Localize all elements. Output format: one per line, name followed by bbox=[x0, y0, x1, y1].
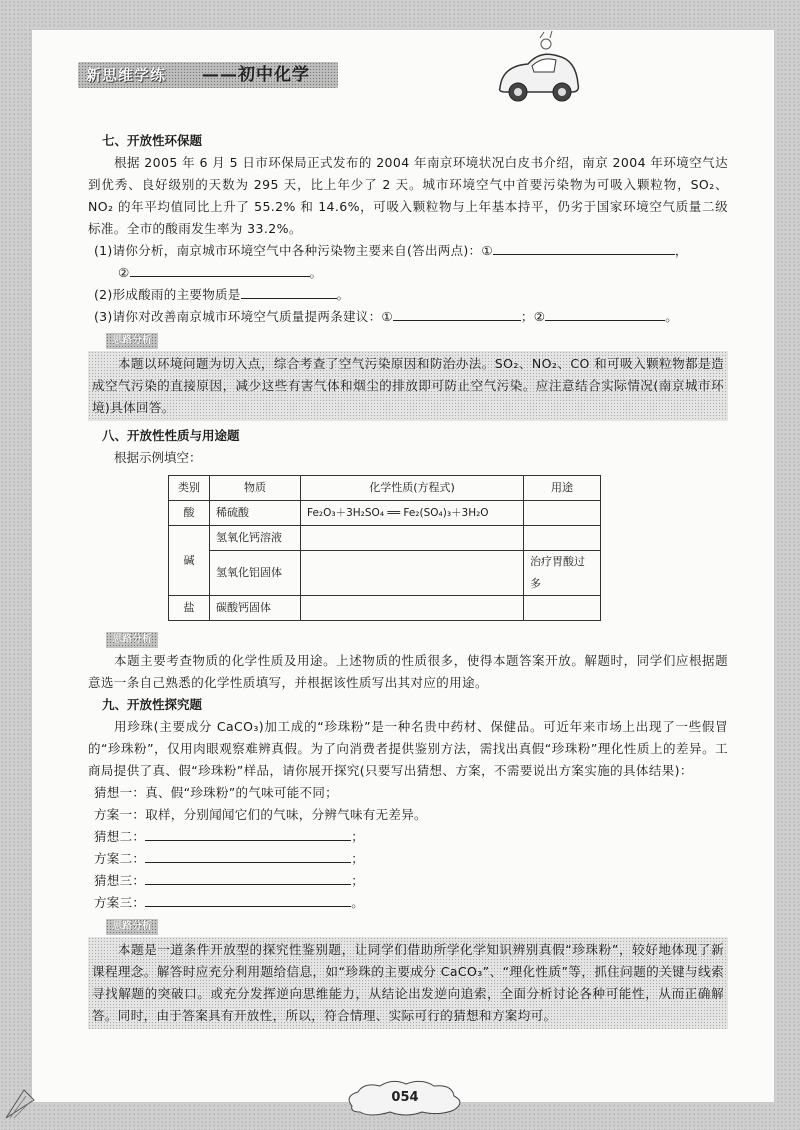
section-7-title: 七、开放性环保题 bbox=[102, 133, 203, 148]
guess-2-semicolon: ； bbox=[351, 829, 365, 844]
cell-property-blank[interactable] bbox=[301, 526, 524, 551]
corner-decoration bbox=[4, 1060, 44, 1120]
main-content bbox=[88, 130, 728, 1029]
answer-3-2-blank[interactable] bbox=[545, 306, 665, 321]
header-use: 用途 bbox=[524, 476, 601, 501]
series-title: 新思维学练 bbox=[86, 66, 167, 84]
question-1-part-2-label: ② bbox=[118, 265, 130, 280]
properties-table bbox=[168, 475, 601, 621]
question-1-comma: ， bbox=[674, 243, 688, 258]
section-8-analysis: 本题主要考查物质的化学性质及用途。上述物质的性质很多，使得本题答案开放。解题时，同学们应根据题意选一条自己熟悉的化学性质填写，并根据该性质写出其对应的用途。 bbox=[88, 653, 728, 690]
cell-property: Fe₂O₃＋3H₂SO₄ ══ Fe₂(SO₄)₃＋3H₂O bbox=[301, 501, 524, 526]
answer-2-blank[interactable] bbox=[241, 284, 337, 299]
plan-3 bbox=[94, 892, 728, 914]
subject-name: 初中化学 bbox=[238, 65, 310, 85]
title-separator: —— bbox=[202, 65, 238, 85]
guess-2-blank[interactable] bbox=[145, 826, 351, 841]
plan-3-period: 。 bbox=[351, 895, 365, 910]
section-9-title: 九、开放性探究题 bbox=[102, 697, 203, 712]
section-8-title: 八、开放性性质与用途题 bbox=[102, 428, 240, 443]
plan-2-semicolon: ； bbox=[351, 851, 365, 866]
cell-property-blank[interactable] bbox=[301, 551, 524, 596]
cell-substance: 稀硫酸 bbox=[210, 501, 301, 526]
guess-3-blank[interactable] bbox=[145, 870, 351, 885]
analysis-tag-8: 思路分析 bbox=[106, 632, 158, 648]
cell-use-blank[interactable] bbox=[524, 526, 601, 551]
guess-3-label: 猜想三： bbox=[94, 873, 146, 888]
guess-2-label: 猜想二： bbox=[94, 829, 146, 844]
question-3 bbox=[94, 306, 728, 328]
section-7-analysis: 本题以环境问题为切入点，综合考查了空气污染原因和防治办法。SO₂、NO₂、CO 和可吸入颗粒物都是造成空气污染的直接原因，减少这些有害气体和烟尘的排放即可防止空气污染。应注意结合实际情况(南京城市环境)具体回答。 bbox=[88, 351, 728, 421]
question-2-period: 。 bbox=[336, 287, 350, 302]
answer-3-1-blank[interactable] bbox=[393, 306, 521, 321]
cell-use-blank[interactable] bbox=[524, 596, 601, 621]
cartoon-car-illustration bbox=[488, 30, 588, 110]
cell-substance: 碳酸钙固体 bbox=[210, 596, 301, 621]
plan-2-blank[interactable] bbox=[145, 848, 351, 863]
question-2 bbox=[94, 284, 728, 306]
plan-3-label: 方案三： bbox=[94, 895, 146, 910]
subject-title bbox=[202, 62, 310, 88]
question-1-period: 。 bbox=[309, 265, 323, 280]
plan-1: 方案一：取样，分别闻闻它们的气味，分辨气味有无差异。 bbox=[94, 807, 427, 822]
table-row bbox=[169, 596, 601, 621]
cell-category: 酸 bbox=[169, 501, 210, 526]
question-2-text: (2)形成酸雨的主要物质是 bbox=[94, 287, 241, 302]
header-substance: 物质 bbox=[210, 476, 301, 501]
plan-3-blank[interactable] bbox=[145, 892, 351, 907]
cell-substance: 氢氧化铝固体 bbox=[210, 551, 301, 596]
question-3-period: 。 bbox=[665, 309, 679, 324]
cell-use-blank[interactable] bbox=[524, 501, 601, 526]
table-row bbox=[169, 501, 601, 526]
question-1 bbox=[94, 240, 728, 262]
guess-3 bbox=[94, 870, 728, 892]
header-property: 化学性质(方程式) bbox=[301, 476, 524, 501]
cell-category: 盐 bbox=[169, 596, 210, 621]
section-8-intro: 根据示例填空： bbox=[114, 450, 202, 465]
page-number: 054 bbox=[391, 1090, 419, 1105]
answer-1-2-blank[interactable] bbox=[130, 262, 310, 277]
section-7-paragraph: 根据 2005 年 6 月 5 日市环保局正式发布的 2004 年南京环境状况白皮书介绍，南京 2004 年环境空气达到优秀、良好级别的天数为 295 天，比上年少了 2 天。城市环境空气中首要污染物为可吸入颗粒物，SO₂、NO₂ 的年平均值同比上升了 55.2% 和 14.6%，可吸入颗粒物与上年基本持平，仍劣于国家环境空气质量二级标准。全市的酸雨发生率为 33.2%。 bbox=[88, 155, 728, 236]
table-header-row bbox=[169, 476, 601, 501]
question-1-text: (1)请你分析，南京城市环境空气中各种污染物主要来自(答出两点)：① bbox=[94, 243, 493, 258]
guess-2 bbox=[94, 826, 728, 848]
cell-property-blank[interactable] bbox=[301, 596, 524, 621]
analysis-tag-7: 思路分析 bbox=[106, 333, 158, 349]
section-9-paragraph: 用珍珠(主要成分 CaCO₃)加工成的“珍珠粉”是一种名贵中药材、保健品。可近年来市场上出现了一些假冒的“珍珠粉”，仅用肉眼观察难辨真假。为了向消费者提供鉴别方法，需找出真假“珍珠粉”理化性质上的差异。工商局提供了真、假“珍珠粉”样品，请你展开探究(只要写出猜想、方案，不需要说出方案实施的具体结果)： bbox=[88, 719, 728, 778]
table-row bbox=[169, 526, 601, 551]
answer-1-1-blank[interactable] bbox=[493, 240, 675, 255]
header-category: 类别 bbox=[169, 476, 210, 501]
plan-2 bbox=[94, 848, 728, 870]
question-3-text: (3)请你对改善南京城市环境空气质量提两条建议：① bbox=[94, 309, 393, 324]
question-3-part-2-label: ；② bbox=[520, 309, 546, 324]
guess-1: 猜想一：真、假“珍珠粉”的气味可能不同； bbox=[94, 785, 338, 800]
analysis-tag-9: 思路分析 bbox=[106, 919, 158, 935]
table-row bbox=[169, 551, 601, 596]
plan-2-label: 方案二： bbox=[94, 851, 146, 866]
cell-substance: 氢氧化钙溶液 bbox=[210, 526, 301, 551]
cell-use: 治疗胃酸过多 bbox=[524, 551, 601, 596]
guess-3-semicolon: ； bbox=[351, 873, 365, 888]
question-1-part-2 bbox=[118, 262, 728, 284]
section-9-analysis: 本题是一道条件开放型的探究性鉴别题，让同学们借助所学化学知识辨别真假“珍珠粉”，较好地体现了新课程理念。解答时应充分利用题给信息，如“珍珠的主要成分 CaCO₃”、“理化性质”等，抓住问题的关键与线索寻找解题的突破口。或充分发挥逆向思维能力，从结论出发逆向追索，全面分析讨论各种可能性，从而正确解答。同时，由于答案具有开放性，所以，符合情理、实际可行的猜想和方案均可。 bbox=[88, 937, 728, 1029]
cell-category: 碱 bbox=[169, 526, 210, 596]
